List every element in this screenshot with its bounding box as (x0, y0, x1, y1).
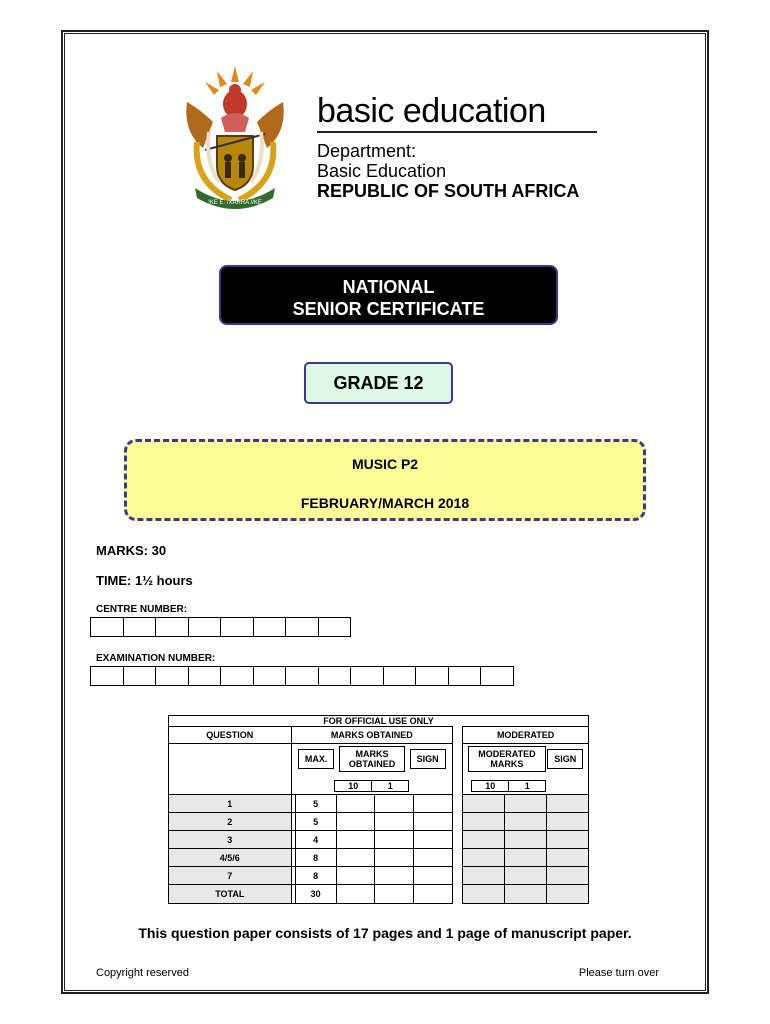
exam-number-label: EXAMINATION NUMBER: (96, 653, 216, 664)
exam-number-box[interactable] (383, 666, 417, 686)
sign-header: SIGN (410, 749, 446, 769)
mod-sign[interactable] (547, 813, 589, 831)
mark-tens[interactable] (336, 795, 375, 813)
copyright-note: Copyright reserved (96, 967, 189, 979)
exam-number-box[interactable] (220, 666, 254, 686)
max-mark: 8 (295, 867, 336, 885)
max-mark: 5 (295, 795, 336, 813)
mod-tens[interactable] (463, 849, 505, 867)
marker-sign[interactable] (414, 813, 453, 831)
centre-number-boxes[interactable] (90, 617, 351, 637)
total-mod-units[interactable] (505, 885, 547, 904)
centre-number-label: CENTRE NUMBER: (96, 604, 188, 615)
exam-number-box[interactable] (318, 666, 352, 686)
marks-total: MARKS: 30 (96, 543, 167, 558)
mod-units[interactable] (505, 813, 547, 831)
exam-number-box[interactable] (123, 666, 157, 686)
mark-units[interactable] (375, 867, 414, 885)
gap (453, 867, 463, 885)
max-mark: 5 (295, 813, 336, 831)
mod-sign[interactable] (547, 849, 589, 867)
question-row (169, 849, 589, 867)
total-sign[interactable] (414, 885, 453, 904)
exam-number-box[interactable] (285, 666, 319, 686)
mod-scale-units: 1 (508, 780, 546, 792)
gap (453, 831, 463, 849)
mark-units[interactable] (375, 849, 414, 867)
moderated-header: MODERATED (463, 727, 589, 744)
marker-sign[interactable] (414, 867, 453, 885)
centre-number-box[interactable] (285, 617, 319, 637)
logo-divider (317, 131, 597, 133)
subject-name: MUSIC P2 (351, 456, 419, 472)
gap (453, 849, 463, 867)
max-header: MAX. (298, 749, 335, 769)
exam-number-box[interactable] (350, 666, 384, 686)
mark-units[interactable] (375, 813, 414, 831)
department-label: Department: (317, 141, 417, 161)
exam-number-box[interactable] (155, 666, 189, 686)
total-mod-tens[interactable] (463, 885, 505, 904)
exam-date: FEBRUARY/MARCH 2018 (300, 495, 470, 511)
certificate-banner (219, 265, 558, 325)
exam-number-box[interactable] (188, 666, 222, 686)
question-number: 7 (169, 867, 292, 885)
mod-sign[interactable] (547, 867, 589, 885)
mod-units[interactable] (505, 795, 547, 813)
total-mark-units[interactable] (375, 885, 414, 904)
exam-number-box[interactable] (415, 666, 449, 686)
centre-number-box[interactable] (188, 617, 222, 637)
question-number: 1 (169, 795, 292, 813)
mod-units[interactable] (505, 849, 547, 867)
total-mark-tens[interactable] (336, 885, 375, 904)
question-row (169, 831, 589, 849)
question-number: 3 (169, 831, 292, 849)
mark-tens[interactable] (336, 867, 375, 885)
country-name: REPUBLIC OF SOUTH AFRICA (317, 181, 580, 201)
banner-line-2: SENIOR CERTIFICATE (292, 299, 485, 319)
mod-units[interactable] (505, 867, 547, 885)
question-header: QUESTION (169, 727, 292, 744)
centre-number-box[interactable] (318, 617, 352, 637)
question-number: 4/5/6 (169, 849, 292, 867)
mark-units[interactable] (375, 831, 414, 849)
max-mark: 8 (295, 849, 336, 867)
centre-number-box[interactable] (220, 617, 254, 637)
exam-number-box[interactable] (448, 666, 482, 686)
exam-number-boxes[interactable] (90, 666, 514, 686)
mod-sign[interactable] (547, 795, 589, 813)
mod-units[interactable] (505, 831, 547, 849)
max-mark: 4 (295, 831, 336, 849)
subject-box (124, 439, 646, 521)
exam-number-box[interactable] (480, 666, 514, 686)
page-count-note: This question paper consists of 17 pages and 1 page of manuscript paper. (138, 925, 632, 941)
turn-over-note: Please turn over (578, 967, 659, 979)
mod-tens[interactable] (463, 813, 505, 831)
gap (453, 795, 463, 813)
moderated-sign-header: SIGN (547, 749, 583, 769)
scale-tens: 10 (334, 780, 372, 792)
moderated-marks-header: MODERATED MARKS (468, 746, 546, 772)
centre-number-box[interactable] (123, 617, 157, 637)
question-row (169, 813, 589, 831)
official-use-table (168, 715, 589, 904)
question-row (169, 867, 589, 885)
grade-badge: GRADE 12 (304, 362, 453, 404)
logo-title: basic education (317, 92, 546, 130)
total-max: 30 (295, 885, 336, 904)
marks-obtained-header: MARKS OBTAINED (291, 727, 452, 744)
department-name: Basic Education (317, 161, 447, 181)
question-number: 2 (169, 813, 292, 831)
mod-tens[interactable] (463, 831, 505, 849)
exam-number-box[interactable] (90, 666, 124, 686)
centre-number-box[interactable] (253, 617, 287, 637)
question-row (169, 795, 589, 813)
mark-tens[interactable] (336, 813, 375, 831)
mark-units[interactable] (375, 795, 414, 813)
coat-of-arms-icon (175, 62, 295, 210)
marker-sign[interactable] (414, 849, 453, 867)
mod-sign[interactable] (547, 831, 589, 849)
marker-sign[interactable] (414, 831, 453, 849)
mod-scale-tens: 10 (471, 780, 509, 792)
marker-sign[interactable] (414, 795, 453, 813)
gap (453, 813, 463, 831)
official-use-title: FOR OFFICIAL USE ONLY (169, 716, 589, 727)
mark-tens[interactable] (336, 849, 375, 867)
banner-line-1: NATIONAL (342, 277, 435, 297)
total-mod-sign[interactable] (547, 885, 589, 904)
mod-tens[interactable] (463, 867, 505, 885)
centre-number-box[interactable] (155, 617, 189, 637)
total-label: TOTAL (169, 885, 292, 904)
exam-number-box[interactable] (253, 666, 287, 686)
mod-tens[interactable] (463, 795, 505, 813)
centre-number-box[interactable] (90, 617, 124, 637)
time-allowed: TIME: 1½ hours (96, 573, 193, 588)
scale-units: 1 (371, 780, 409, 792)
crest-motto: !KE E: /XARRA //KE (208, 200, 262, 206)
mark-tens[interactable] (336, 831, 375, 849)
marks-obtained-subheader: MARKS OBTAINED (339, 746, 405, 772)
